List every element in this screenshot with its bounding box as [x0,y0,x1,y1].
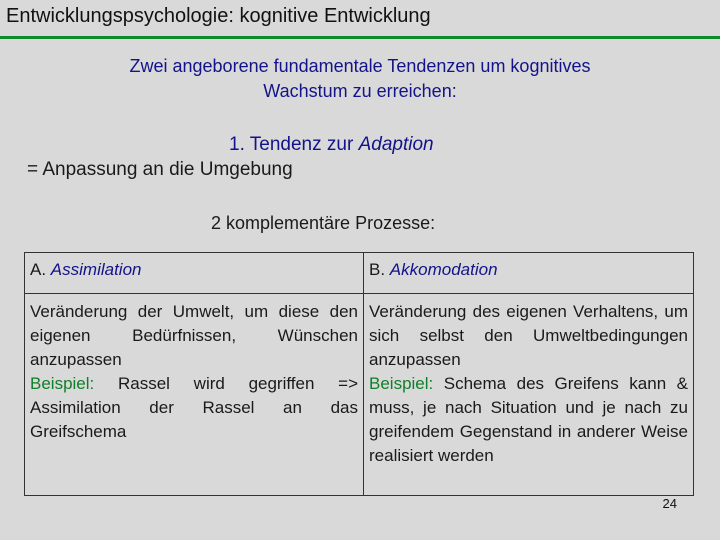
akkomodation-example: Schema des Greifens kann & muss, je nach Situation und je nach zu greifendem Gegenstand in anderer Weise realisiert werden [369,374,688,465]
process-table [24,252,694,496]
title-divider [0,36,720,39]
table-body-row [25,294,694,496]
header-term: Akkomodation [389,260,498,279]
assimilation-description: Veränderung der Umwelt, um diese den eigenen Bedürfnissen, Wünschen anzupassen [30,302,358,369]
header-assimilation [25,253,364,294]
intro-text [0,54,720,104]
assimilation-cell [25,294,364,496]
header-letter: A. [30,260,51,279]
akkomodation-description: Veränderung des eigenen Verhaltens, um sich selbst den Umweltbedingungen anzupassen [369,302,688,369]
intro-line-1: Zwei angeborene fundamentale Tendenzen um kognitives [129,56,591,76]
akkomodation-cell [364,294,694,496]
header-term: Assimilation [50,260,142,279]
adaptation-definition: = Anpassung an die Umgebung [27,159,293,180]
example-label: Beispiel: [369,374,434,393]
complementary-heading: 2 komplementäre Prozesse: [211,213,436,233]
assimilation-example: Rassel wird gegriffen => Assimilation der Rassel an das Greifschema [30,374,358,441]
tendency-heading [229,134,434,156]
table-header-row [25,253,694,294]
tendency-term: Adaption [358,134,434,155]
intro-line-2: Wachstum zu erreichen: [263,81,457,101]
header-letter: B. [369,260,390,279]
header-akkomodation [364,253,694,294]
tendency-prefix: 1. Tendenz zur [229,134,359,155]
page-number: 24 [662,496,677,511]
example-label: Beispiel: [30,374,95,393]
slide-title: Entwicklungspsychologie: kognitive Entwicklung [6,5,431,27]
